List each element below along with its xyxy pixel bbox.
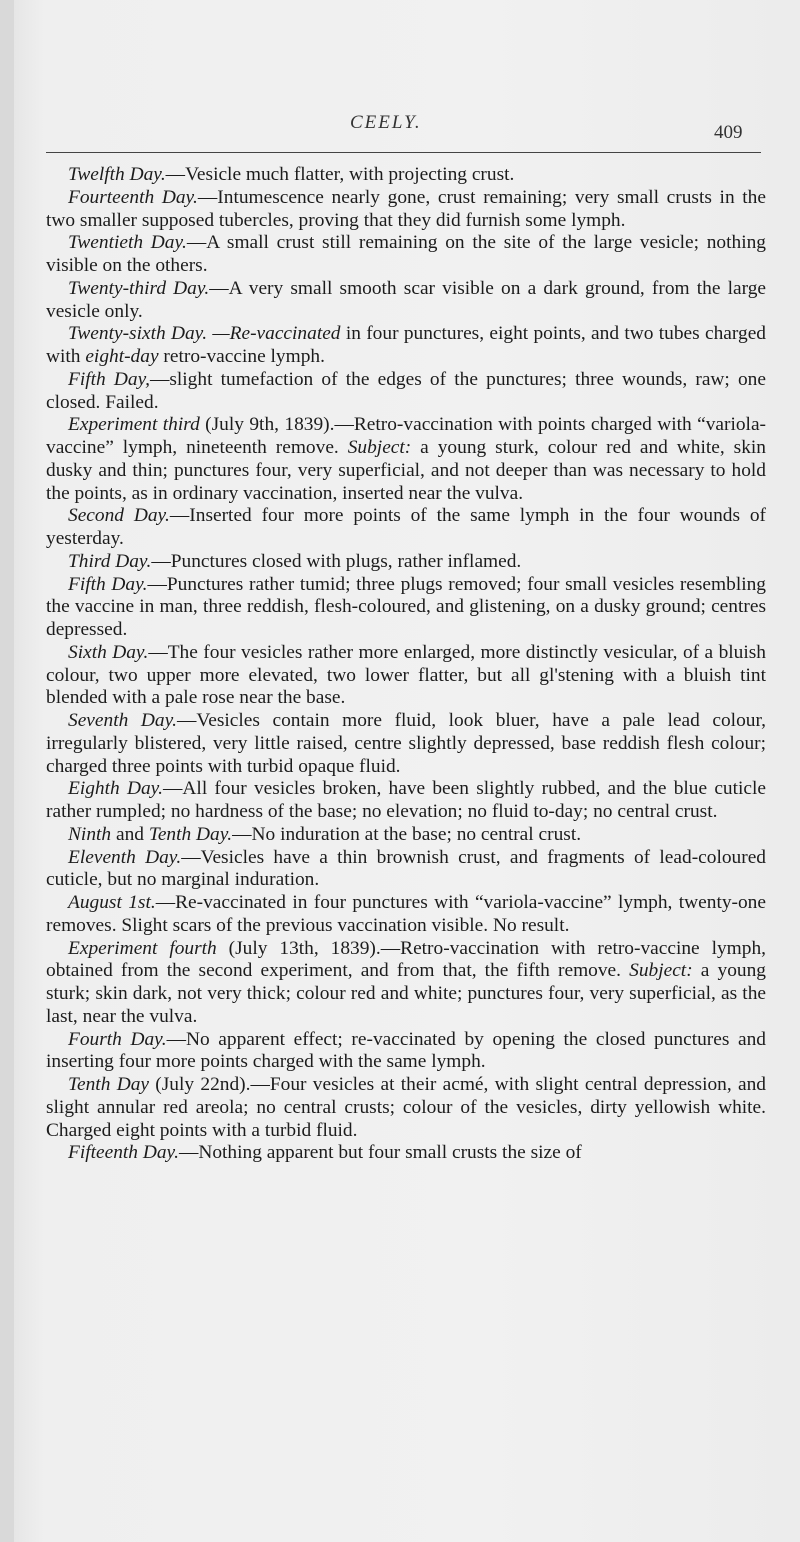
paragraph: Eleventh Day.—Vesicles have a thin brownish crust, and fragments of lead-coloured cuticle, but no marginal induration.	[46, 846, 766, 891]
paragraph: Fifth Day,—slight tumefaction of the edges of the punctures; three wounds, raw; one closed. Failed.	[46, 368, 766, 413]
paragraph: Experiment third (July 9th, 1839).—Retro-vaccination with points charged with “variola-vaccine” lymph, nineteenth remove. Subject: a young sturk, colour red and white, skin dusky and thin; punctures four, very superficial, and not deeper than was necessary to hold the points, as in ordinary vaccination, inserted near the vulva.	[46, 414, 767, 504]
book-page	[14, 0, 800, 1542]
paragraph: Twelfth Day.—Vesicle much flatter, with projecting crust.	[68, 164, 515, 185]
paragraph: Ninth and Tenth Day.—No induration at the base; no central crust.	[68, 823, 582, 845]
page-body	[46, 164, 766, 1165]
paragraph: Twenty-third Day.—A very small smooth scar visible on a dark ground, from the large vesicle only.	[46, 277, 767, 322]
paragraph: Third Day.—Punctures closed with plugs, rather inflamed.	[68, 550, 522, 572]
paragraph: Eighth Day.—All four vesicles broken, have been slightly rubbed, and the blue cuticle rather rumpled; no hardness of the base; no elevation; no fluid to-day; no central crust.	[46, 778, 767, 822]
page-number: 409	[714, 122, 743, 143]
page-header	[14, 104, 800, 144]
paragraph: Fifth Day.—Punctures rather tumid; three plugs removed; four small vesicles resembling the vaccine in man, three reddish, flesh-coloured, and glistening, on a dusky ground; centres depressed.	[46, 573, 766, 640]
paragraph: August 1st.—Re-vaccinated in four punctures with “variola-vaccine” lymph, twenty-one removes. Slight scars of the previous vaccination visible. No result.	[46, 892, 766, 936]
paragraph: Sixth Day.—The four vesicles rather more enlarged, more distinctly vesicular, of a bluish colour, two upper more elevated, two lower flatter, but all gl'stening with a bluish tint blended with a pale rose near the base.	[46, 641, 767, 709]
paragraph: Fifteenth Day.—Nothing apparent but four small crusts the size of	[68, 1142, 582, 1164]
paragraph: Seventh Day.—Vesicles contain more fluid, look bluer, have a pale lead colour, irregularly blistered, very little raised, centre slightly depressed, base reddish flesh colour; charged three points with turbid opaque fluid.	[46, 710, 766, 777]
header-rule	[46, 152, 761, 153]
paragraph: Fourth Day.—No apparent effect; re-vaccinated by opening the closed punctures and inserting four more points charged with the same lymph.	[46, 1028, 767, 1073]
paragraph: Tenth Day (July 22nd).—Four vesicles at their acmé, with slight central depression, and slight annular red areola; no central crusts; colour of the vesicles, dirty yellowish white. Charged eight points with a turbid fluid.	[46, 1074, 766, 1141]
paragraph: Second Day.—Inserted four more points of the same lymph in the four wounds of yesterday.	[46, 505, 766, 549]
paragraph: Fourteenth Day.—Intumescence nearly gone, crust remaining; very small crusts in the two smaller supposed tubercles, proving that they did furnish some lymph.	[46, 186, 766, 231]
paragraph: Experiment fourth (July 13th, 1839).—Retro-vaccination with retro-vaccine lymph, obtained from the second experiment, and from that, the fifth remove. Subject: a young sturk; skin dark, not very thick; colour red and white; punctures four, very superficial, as the last, near the vulva.	[46, 937, 766, 1027]
paragraph: Twentieth Day.—A small crust still remaining on the site of the large vesicle; nothing visible on the others.	[46, 232, 766, 276]
running-head: CEELY.	[350, 112, 422, 133]
paragraph: Twenty-sixth Day. —Re-vaccinated in four punctures, eight points, and two tubes charged with eight-day retro-vaccine lymph.	[46, 323, 766, 367]
